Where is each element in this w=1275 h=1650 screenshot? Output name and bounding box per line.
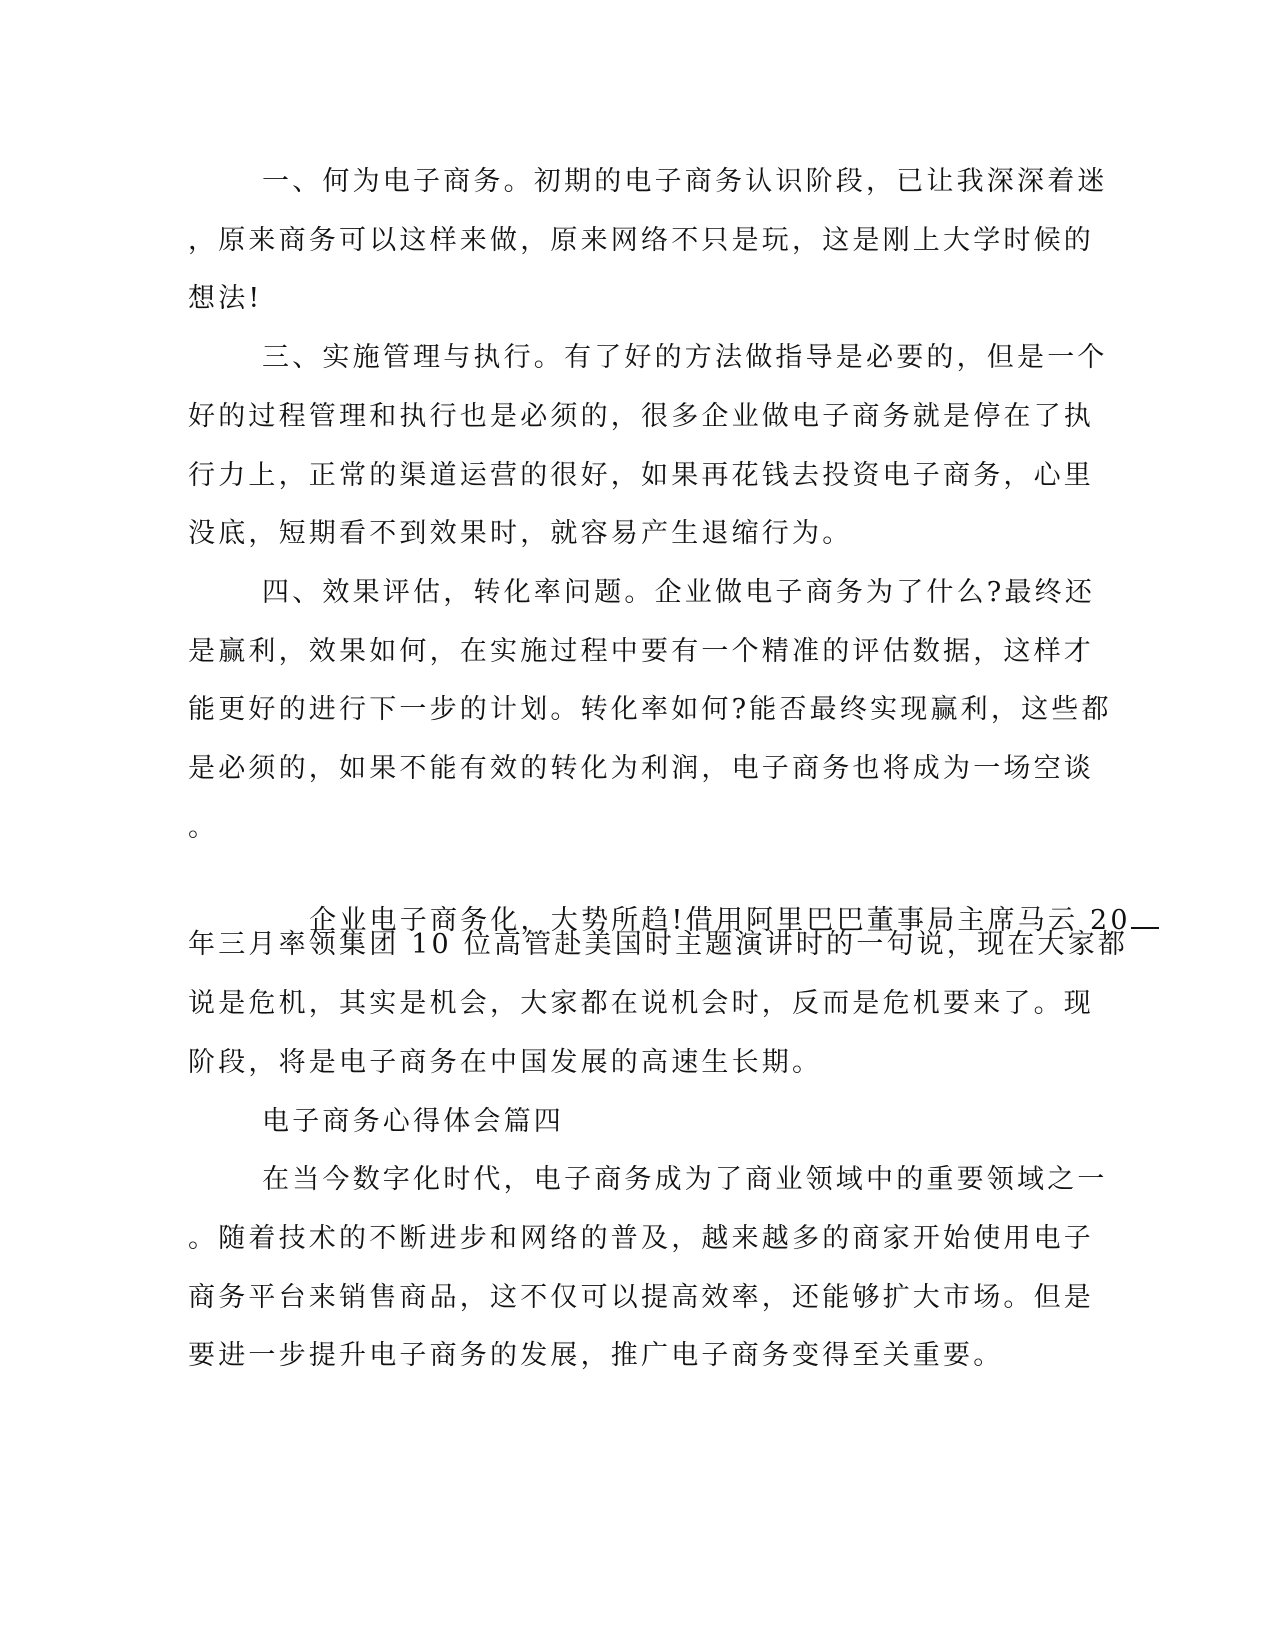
paragraph-4-line-1-text: 企业电子商务化，大势所趋!借用阿里巴巴董事局主席马云 20 [309, 905, 1131, 936]
paragraph-5-line-4: 要进一步提升电子商务的发展，推广电子商务变得至关重要。 [188, 1340, 1004, 1371]
paragraph-2-line-1: 三、实施管理与执行。有了好的方法做指导是必要的，但是一个 [262, 342, 1108, 373]
paragraph-1-line-3: 想法! [188, 283, 263, 314]
paragraph-5-line-2: 。随着技术的不断进步和网络的普及，越来越多的商家开始使用电子 [188, 1223, 1094, 1254]
paragraph-3-line-2: 是赢利，效果如何，在实施过程中要有一个精准的评估数据，这样才 [188, 636, 1094, 667]
paragraph-2-line-2: 好的过程管理和执行也是必须的，很多企业做电子商务就是停在了执 [188, 401, 1094, 432]
paragraph-1-line-2: ，原来商务可以这样来做，原来网络不只是玩，这是刚上大学时候的 [188, 225, 1094, 256]
paragraph-4-line-2: 年三月率领集团 10 位高管赴美国时主题演讲时的一句说，现在大家都 [188, 929, 1129, 960]
paragraph-2-line-3: 行力上，正常的渠道运营的很好，如果再花钱去投资电子商务，心里 [188, 460, 1094, 491]
section-heading: 电子商务心得体会篇四 [262, 1106, 564, 1137]
paragraph-4-line-3: 说是危机，其实是机会，大家都在说机会时，反而是危机要来了。现 [188, 988, 1094, 1019]
paragraph-3-line-1: 四、效果评估，转化率问题。企业做电子商务为了什么?最终还 [262, 577, 1096, 608]
paragraph-5-line-3: 商务平台来销售商品，这不仅可以提高效率，还能够扩大市场。但是 [188, 1282, 1094, 1313]
paragraph-1-line-1: 一、何为电子商务。初期的电子商务认识阶段，已让我深深着迷 [262, 166, 1108, 197]
paragraph-3-line-4: 是必须的，如果不能有效的转化为利润，电子商务也将成为一场空谈 [188, 753, 1094, 784]
paragraph-3-line-5: 。 [188, 812, 219, 843]
paragraph-3-line-3: 能更好的进行下一步的计划。转化率如何?能否最终实现赢利，这些都 [188, 694, 1112, 725]
paragraph-5-line-1: 在当今数字化时代，电子商务成为了商业领域中的重要领域之一 [262, 1164, 1108, 1195]
paragraph-4-line-4: 阶段，将是电子商务在中国发展的高速生长期。 [188, 1047, 823, 1078]
paragraph-2-line-4: 没底，短期看不到效果时，就容易产生退缩行为。 [188, 518, 853, 549]
fill-in-blank [1131, 905, 1159, 929]
